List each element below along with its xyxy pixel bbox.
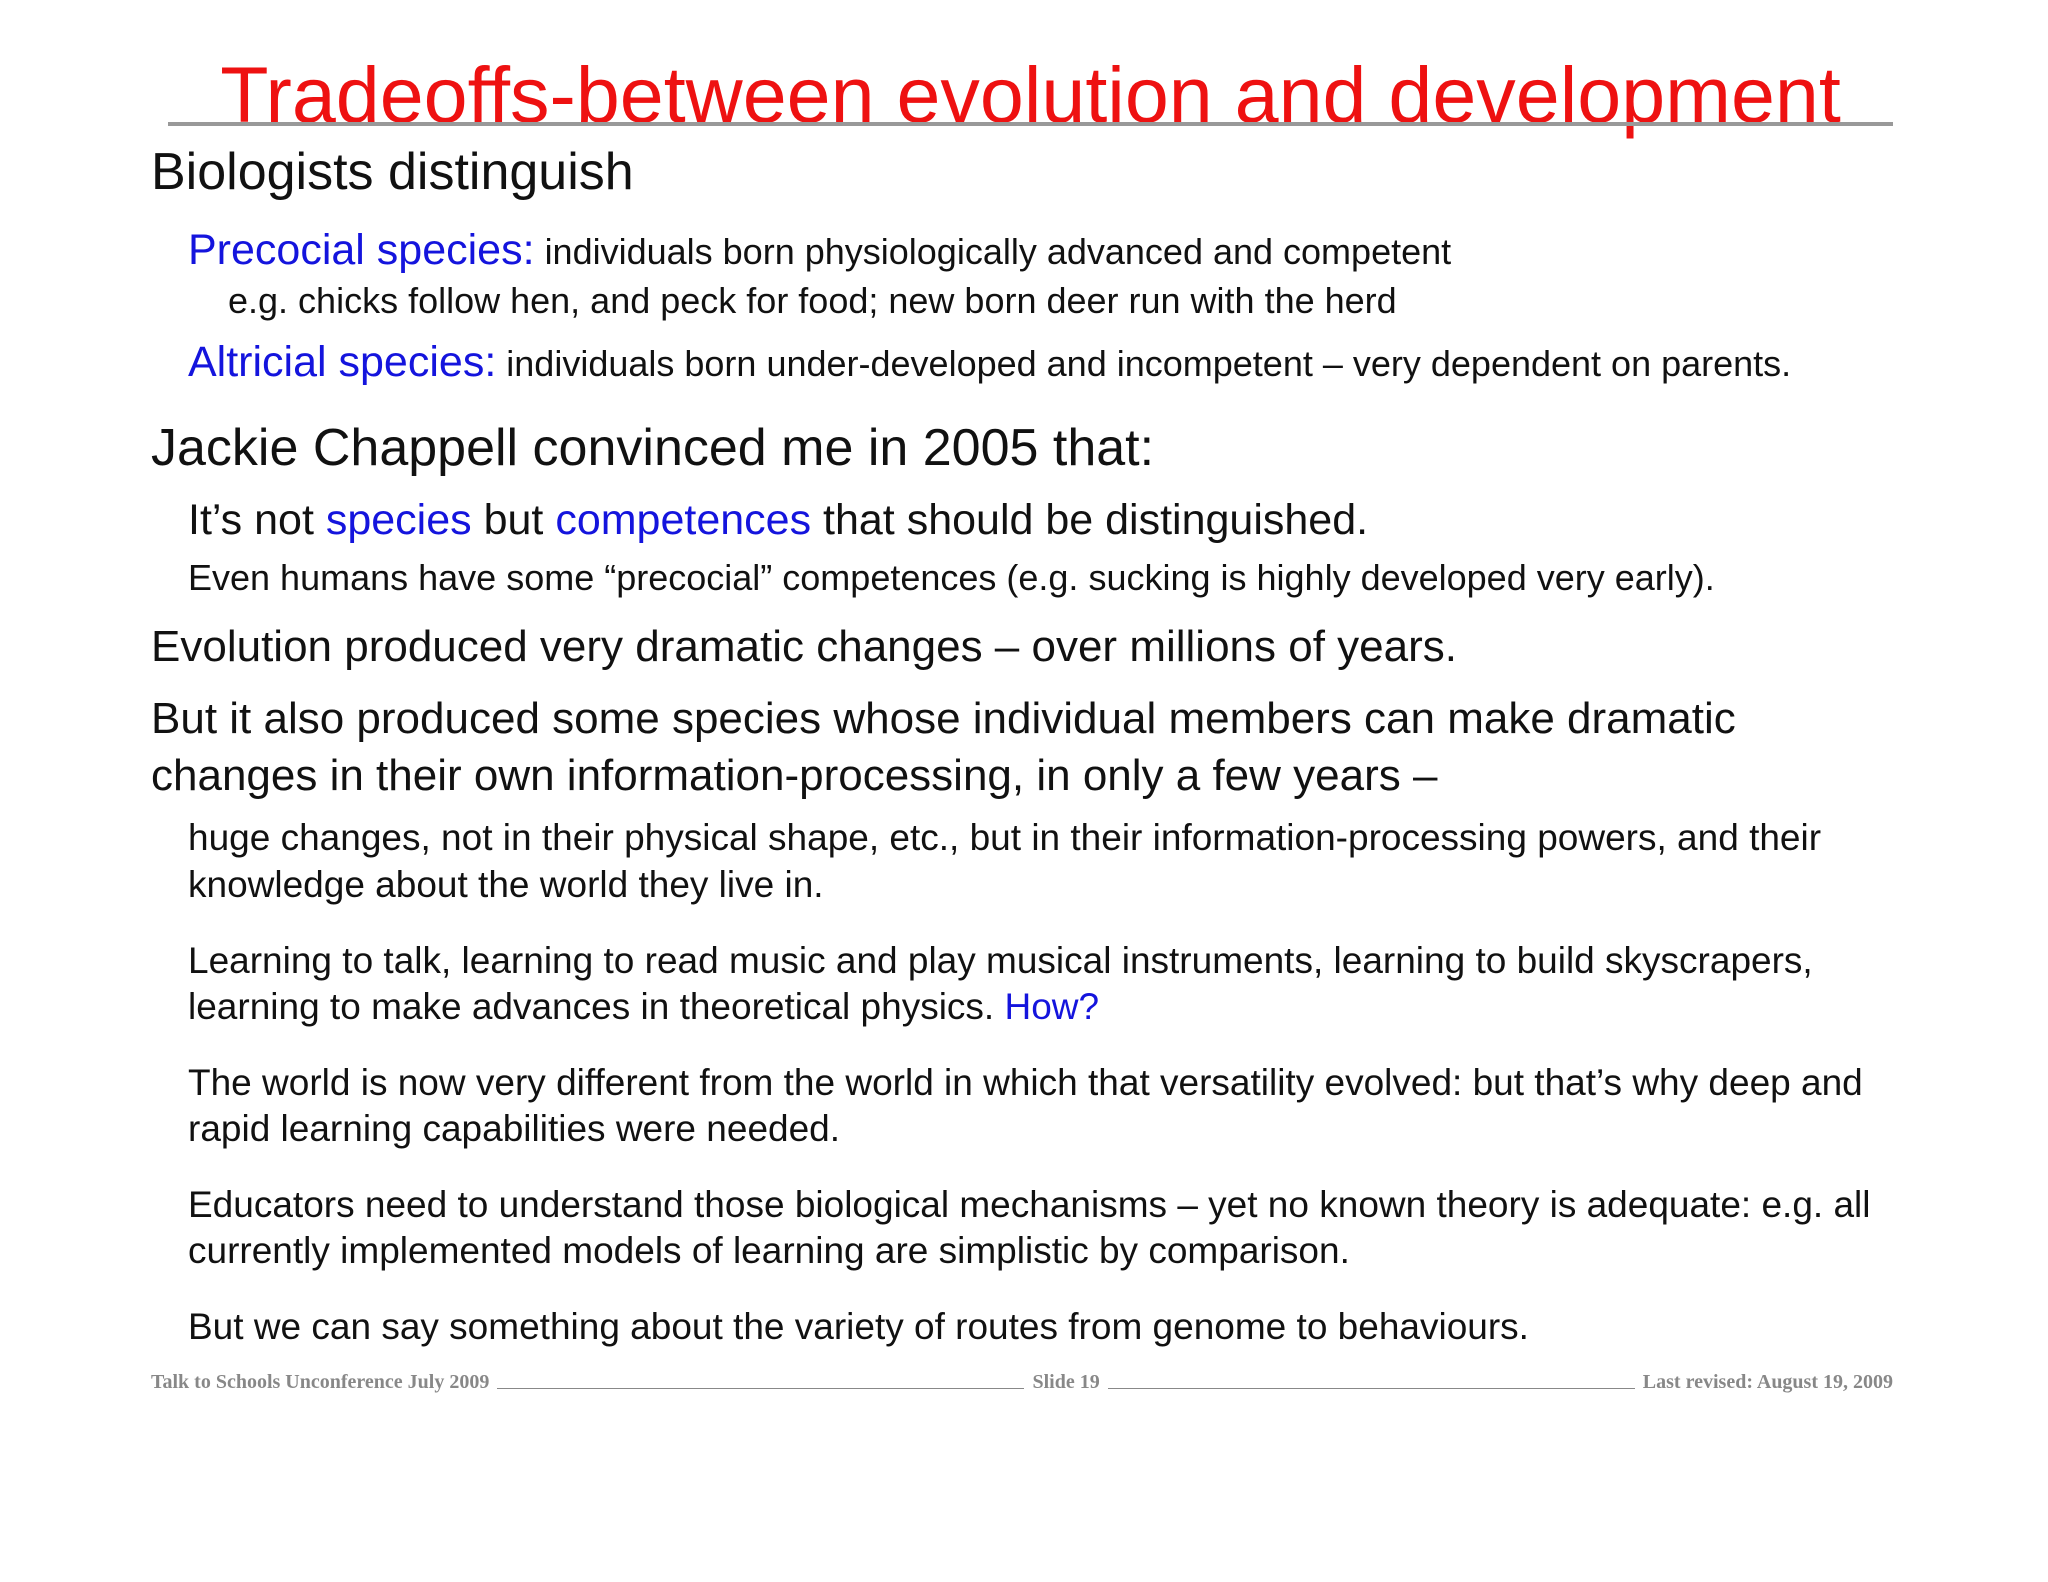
world-1: The world is now very different from the world in which that versatility evolved: but that’s why deep and: [188, 1062, 1863, 1103]
heading-jackie: Jackie Chappell convinced me in 2005 that:: [151, 419, 1155, 477]
footer-slide-number: Slide 19: [1032, 1371, 1100, 1393]
learning-1: Learning to talk, learning to read music and play musical instruments, learning to build skyscrapers,: [188, 940, 1813, 981]
footer-right: Last revised: August 19, 2009: [1642, 1371, 1894, 1393]
but-line-1: But it also produced some species whose individual members can make dramatic: [151, 694, 1736, 743]
educators-2: currently implemented models of learning are simplistic by comparison.: [188, 1230, 1350, 1271]
competences-text-3: that should be distinguished.: [811, 496, 1369, 544]
precocial-text: individuals born physiologically advanced and competent: [544, 231, 1452, 272]
but-line-2: changes in their own information-processing, in only a few years –: [151, 751, 1438, 800]
how-link[interactable]: How?: [1004, 986, 1100, 1027]
huge-changes-2: knowledge about the world they live in.: [188, 864, 824, 905]
footer-rule-right: [1108, 1388, 1635, 1389]
routes-line: But we can say something about the variety of routes from genome to behaviours.: [188, 1306, 1529, 1347]
precocial-label: Precocial species:: [188, 226, 535, 274]
footer-rule-left: [497, 1388, 1024, 1389]
precocial-example: e.g. chicks follow hen, and peck for food; new born deer run with the herd: [228, 280, 1397, 321]
altricial-text: individuals born under-developed and incompetent – very dependent on parents.: [506, 343, 1792, 384]
altricial-line: [188, 340, 1791, 386]
huge-changes-1: huge changes, not in their physical shape, etc., but in their information-processing powers, and their: [188, 817, 1822, 858]
educators-1: Educators need to understand those biological mechanisms – yet no known theory is adequate: e.g. all: [188, 1184, 1871, 1225]
competences-line: [188, 494, 1368, 546]
heading-biologists: Biologists distinguish: [151, 143, 634, 201]
humans-line: Even humans have some “precocial” competences (e.g. sucking is highly developed very early).: [188, 557, 1715, 598]
competences-text-1: It’s not: [188, 496, 326, 544]
competences-text-2: but: [471, 496, 556, 544]
evolution-line: Evolution produced very dramatic changes – over millions of years.: [151, 622, 1457, 671]
precocial-line: [188, 228, 1451, 274]
slide-title: Tradeoffs-between evolution and development: [220, 50, 1841, 139]
world-2: rapid learning capabilities were needed.: [188, 1108, 841, 1149]
competences-term: competences: [555, 496, 812, 544]
learning-2-text: learning to make advances in theoretical physics.: [188, 986, 1005, 1027]
altricial-label: Altricial species:: [188, 338, 497, 386]
title-divider: [168, 122, 1893, 126]
footer: [151, 1366, 1893, 1394]
footer-left: Talk to Schools Unconference July 2009: [151, 1371, 490, 1393]
species-term: species: [325, 496, 472, 544]
learning-2: [188, 984, 1099, 1030]
